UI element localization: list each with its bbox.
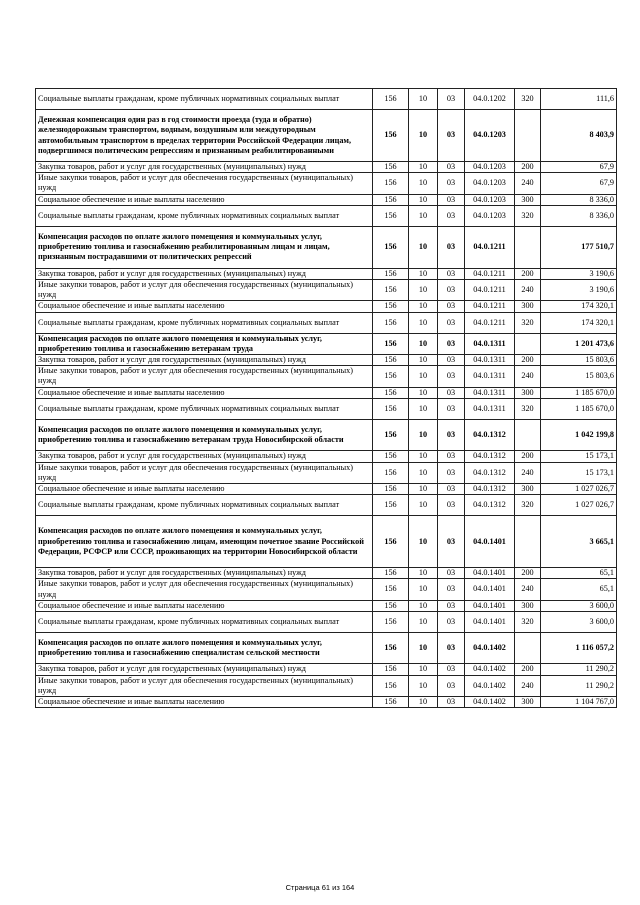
subsection-code: 03 xyxy=(438,516,465,568)
subsection-code: 03 xyxy=(438,398,465,419)
section-code: 10 xyxy=(409,366,438,387)
table-row xyxy=(36,568,617,579)
table-row xyxy=(36,162,617,173)
subsection-code: 03 xyxy=(438,611,465,632)
row-name: Денежная компенсация один раз в год стоимости проезда (туда и обратно) железнодорожным транспортом, водным, воздушным или междугородным автомобильным транспортом в пределах территории Российской Федерации лицам, подвергшимся политическим репрессиям и признанным реабилитированными xyxy=(36,110,373,162)
ved-code: 156 xyxy=(373,611,409,632)
section-code: 10 xyxy=(409,664,438,675)
row-name: Социальные выплаты гражданам, кроме публичных нормативных социальных выплат xyxy=(36,495,373,516)
section-code: 10 xyxy=(409,600,438,611)
subsection-code: 03 xyxy=(438,301,465,312)
target-article-code: 04.0.1401 xyxy=(465,579,515,600)
amount: 8 403,9 xyxy=(541,110,617,162)
amount: 3 600,0 xyxy=(541,611,617,632)
target-article-code: 04.0.1203 xyxy=(465,194,515,205)
expense-type-code: 320 xyxy=(515,611,541,632)
expense-type-code: 320 xyxy=(515,495,541,516)
row-name: Закупка товаров, работ и услуг для государственных (муниципальных) нужд xyxy=(36,162,373,173)
subsection-code: 03 xyxy=(438,495,465,516)
section-code: 10 xyxy=(409,697,438,708)
amount: 67,9 xyxy=(541,162,617,173)
section-code: 10 xyxy=(409,89,438,110)
ved-code: 156 xyxy=(373,697,409,708)
target-article-code: 04.0.1311 xyxy=(465,387,515,398)
table-row xyxy=(36,110,617,162)
table-row xyxy=(36,664,617,675)
row-name: Иные закупки товаров, работ и услуг для обеспечения государственных (муниципальных) нужд xyxy=(36,366,373,387)
section-code: 10 xyxy=(409,226,438,268)
section-code: 10 xyxy=(409,333,438,354)
target-article-code: 04.0.1202 xyxy=(465,89,515,110)
expense-type-code: 240 xyxy=(515,173,541,194)
table-row xyxy=(36,462,617,483)
amount: 11 290,2 xyxy=(541,675,617,696)
target-article-code: 04.0.1402 xyxy=(465,632,515,664)
amount: 3 190,6 xyxy=(541,280,617,301)
ved-code: 156 xyxy=(373,664,409,675)
row-name: Закупка товаров, работ и услуг для государственных (муниципальных) нужд xyxy=(36,568,373,579)
table-row xyxy=(36,516,617,568)
ved-code: 156 xyxy=(373,312,409,333)
expense-type-code xyxy=(515,632,541,664)
table-row xyxy=(36,600,617,611)
target-article-code: 04.0.1401 xyxy=(465,600,515,611)
page-footer xyxy=(0,883,640,892)
amount: 1 027 026,7 xyxy=(541,483,617,494)
row-name: Социальные выплаты гражданам, кроме публичных нормативных социальных выплат xyxy=(36,611,373,632)
amount: 67,9 xyxy=(541,173,617,194)
table-row xyxy=(36,387,617,398)
table-row xyxy=(36,419,617,451)
ved-code: 156 xyxy=(373,301,409,312)
target-article-code: 04.0.1402 xyxy=(465,697,515,708)
ved-code: 156 xyxy=(373,495,409,516)
target-article-code: 04.0.1211 xyxy=(465,226,515,268)
row-name: Компенсация расходов по оплате жилого помещения и коммунальных услуг, приобретению топлива и газоснабжению ветеранам труда Новосибирской области xyxy=(36,419,373,451)
target-article-code: 04.0.1311 xyxy=(465,355,515,366)
target-article-code: 04.0.1211 xyxy=(465,280,515,301)
expense-type-code: 200 xyxy=(515,451,541,462)
section-code: 10 xyxy=(409,495,438,516)
target-article-code: 04.0.1211 xyxy=(465,312,515,333)
row-name: Социальное обеспечение и иные выплаты населению xyxy=(36,301,373,312)
row-name: Социальные выплаты гражданам, кроме публичных нормативных социальных выплат xyxy=(36,312,373,333)
ved-code: 156 xyxy=(373,280,409,301)
table-row xyxy=(36,451,617,462)
expense-type-code: 240 xyxy=(515,280,541,301)
section-code: 10 xyxy=(409,462,438,483)
row-name: Закупка товаров, работ и услуг для государственных (муниципальных) нужд xyxy=(36,664,373,675)
page-number: Страница 61 из 164 xyxy=(285,883,355,892)
expense-type-code: 200 xyxy=(515,664,541,675)
section-code: 10 xyxy=(409,398,438,419)
expense-type-code xyxy=(515,110,541,162)
amount: 1 042 199,8 xyxy=(541,419,617,451)
ved-code: 156 xyxy=(373,162,409,173)
expense-type-code xyxy=(515,333,541,354)
amount: 174 320,1 xyxy=(541,312,617,333)
row-name: Иные закупки товаров, работ и услуг для обеспечения государственных (муниципальных) нужд xyxy=(36,579,373,600)
section-code: 10 xyxy=(409,675,438,696)
table-row xyxy=(36,280,617,301)
ved-code: 156 xyxy=(373,268,409,279)
ved-code: 156 xyxy=(373,398,409,419)
section-code: 10 xyxy=(409,301,438,312)
row-name: Компенсация расходов по оплате жилого помещения и коммунальных услуг, приобретению топлива и газоснабжению ветеранам труда xyxy=(36,333,373,354)
table-row xyxy=(36,366,617,387)
subsection-code: 03 xyxy=(438,268,465,279)
row-name: Социальное обеспечение и иные выплаты населению xyxy=(36,697,373,708)
row-name: Иные закупки товаров, работ и услуг для обеспечения государственных (муниципальных) нужд xyxy=(36,173,373,194)
target-article-code: 04.0.1401 xyxy=(465,516,515,568)
target-article-code: 04.0.1311 xyxy=(465,398,515,419)
ved-code: 156 xyxy=(373,355,409,366)
amount: 1 027 026,7 xyxy=(541,495,617,516)
subsection-code: 03 xyxy=(438,483,465,494)
section-code: 10 xyxy=(409,162,438,173)
target-article-code: 04.0.1402 xyxy=(465,664,515,675)
expense-type-code: 300 xyxy=(515,301,541,312)
target-article-code: 04.0.1312 xyxy=(465,495,515,516)
amount: 1 185 670,0 xyxy=(541,387,617,398)
ved-code: 156 xyxy=(373,483,409,494)
table-row xyxy=(36,268,617,279)
table-body xyxy=(36,89,617,708)
expense-type-code: 240 xyxy=(515,579,541,600)
amount: 3 665,1 xyxy=(541,516,617,568)
ved-code: 156 xyxy=(373,110,409,162)
table-row xyxy=(36,398,617,419)
table-row xyxy=(36,89,617,110)
subsection-code: 03 xyxy=(438,89,465,110)
expense-type-code: 300 xyxy=(515,600,541,611)
amount: 65,1 xyxy=(541,579,617,600)
subsection-code: 03 xyxy=(438,355,465,366)
target-article-code: 04.0.1211 xyxy=(465,301,515,312)
amount: 1 104 767,0 xyxy=(541,697,617,708)
document-page xyxy=(35,88,616,708)
row-name: Социальные выплаты гражданам, кроме публичных нормативных социальных выплат xyxy=(36,89,373,110)
amount: 1 201 473,6 xyxy=(541,333,617,354)
section-code: 10 xyxy=(409,568,438,579)
amount: 177 510,7 xyxy=(541,226,617,268)
expense-type-code: 200 xyxy=(515,268,541,279)
table-row xyxy=(36,632,617,664)
ved-code: 156 xyxy=(373,462,409,483)
section-code: 10 xyxy=(409,632,438,664)
amount: 65,1 xyxy=(541,568,617,579)
table-row xyxy=(36,579,617,600)
subsection-code: 03 xyxy=(438,226,465,268)
expense-type-code xyxy=(515,226,541,268)
table-row xyxy=(36,355,617,366)
ved-code: 156 xyxy=(373,89,409,110)
row-name: Иные закупки товаров, работ и услуг для обеспечения государственных (муниципальных) нужд xyxy=(36,675,373,696)
subsection-code: 03 xyxy=(438,194,465,205)
amount: 3 190,6 xyxy=(541,268,617,279)
expense-type-code: 200 xyxy=(515,162,541,173)
target-article-code: 04.0.1203 xyxy=(465,162,515,173)
expense-type-code: 300 xyxy=(515,194,541,205)
target-article-code: 04.0.1203 xyxy=(465,173,515,194)
subsection-code: 03 xyxy=(438,664,465,675)
target-article-code: 04.0.1203 xyxy=(465,205,515,226)
row-name: Закупка товаров, работ и услуг для государственных (муниципальных) нужд xyxy=(36,355,373,366)
subsection-code: 03 xyxy=(438,366,465,387)
row-name: Компенсация расходов по оплате жилого помещения и коммунальных услуг, приобретению топлива и газоснабжению реабилитированным лицам и лицам, признанным пострадавшими от политических репрессий xyxy=(36,226,373,268)
section-code: 10 xyxy=(409,483,438,494)
subsection-code: 03 xyxy=(438,419,465,451)
subsection-code: 03 xyxy=(438,162,465,173)
subsection-code: 03 xyxy=(438,110,465,162)
ved-code: 156 xyxy=(373,419,409,451)
ved-code: 156 xyxy=(373,194,409,205)
subsection-code: 03 xyxy=(438,173,465,194)
section-code: 10 xyxy=(409,611,438,632)
target-article-code: 04.0.1312 xyxy=(465,419,515,451)
target-article-code: 04.0.1311 xyxy=(465,333,515,354)
section-code: 10 xyxy=(409,355,438,366)
table-row xyxy=(36,483,617,494)
amount: 15 173,1 xyxy=(541,451,617,462)
section-code: 10 xyxy=(409,205,438,226)
subsection-code: 03 xyxy=(438,579,465,600)
amount: 15 173,1 xyxy=(541,462,617,483)
target-article-code: 04.0.1211 xyxy=(465,268,515,279)
amount: 8 336,0 xyxy=(541,194,617,205)
ved-code: 156 xyxy=(373,173,409,194)
subsection-code: 03 xyxy=(438,675,465,696)
section-code: 10 xyxy=(409,173,438,194)
ved-code: 156 xyxy=(373,366,409,387)
section-code: 10 xyxy=(409,451,438,462)
subsection-code: 03 xyxy=(438,280,465,301)
subsection-code: 03 xyxy=(438,333,465,354)
target-article-code: 04.0.1203 xyxy=(465,110,515,162)
row-name: Социальное обеспечение и иные выплаты населению xyxy=(36,600,373,611)
row-name: Социальные выплаты гражданам, кроме публичных нормативных социальных выплат xyxy=(36,205,373,226)
expense-type-code xyxy=(515,516,541,568)
expense-type-code xyxy=(515,419,541,451)
section-code: 10 xyxy=(409,268,438,279)
amount: 8 336,0 xyxy=(541,205,617,226)
target-article-code: 04.0.1311 xyxy=(465,366,515,387)
subsection-code: 03 xyxy=(438,568,465,579)
amount: 1 185 670,0 xyxy=(541,398,617,419)
row-name: Социальное обеспечение и иные выплаты населению xyxy=(36,387,373,398)
section-code: 10 xyxy=(409,280,438,301)
section-code: 10 xyxy=(409,579,438,600)
target-article-code: 04.0.1401 xyxy=(465,611,515,632)
table-row xyxy=(36,226,617,268)
target-article-code: 04.0.1312 xyxy=(465,462,515,483)
target-article-code: 04.0.1312 xyxy=(465,483,515,494)
amount: 3 600,0 xyxy=(541,600,617,611)
table-row xyxy=(36,312,617,333)
subsection-code: 03 xyxy=(438,205,465,226)
table-row xyxy=(36,173,617,194)
expense-type-code: 200 xyxy=(515,568,541,579)
ved-code: 156 xyxy=(373,333,409,354)
table-row xyxy=(36,205,617,226)
expense-type-code: 300 xyxy=(515,483,541,494)
amount: 15 803,6 xyxy=(541,355,617,366)
expense-type-code: 200 xyxy=(515,355,541,366)
expense-type-code: 240 xyxy=(515,675,541,696)
target-article-code: 04.0.1312 xyxy=(465,451,515,462)
subsection-code: 03 xyxy=(438,462,465,483)
row-name: Компенсация расходов по оплате жилого помещения и коммунальных услуг, приобретению топлива и газоснабжению специалистам сельской местности xyxy=(36,632,373,664)
row-name: Социальное обеспечение и иные выплаты населению xyxy=(36,483,373,494)
expense-type-code: 240 xyxy=(515,462,541,483)
ved-code: 156 xyxy=(373,387,409,398)
table-row xyxy=(36,697,617,708)
row-name: Иные закупки товаров, работ и услуг для обеспечения государственных (муниципальных) нужд xyxy=(36,280,373,301)
amount: 1 116 057,2 xyxy=(541,632,617,664)
ved-code: 156 xyxy=(373,600,409,611)
subsection-code: 03 xyxy=(438,451,465,462)
row-name: Иные закупки товаров, работ и услуг для обеспечения государственных (муниципальных) нужд xyxy=(36,462,373,483)
amount: 15 803,6 xyxy=(541,366,617,387)
section-code: 10 xyxy=(409,194,438,205)
section-code: 10 xyxy=(409,516,438,568)
ved-code: 156 xyxy=(373,451,409,462)
expense-type-code: 320 xyxy=(515,398,541,419)
subsection-code: 03 xyxy=(438,387,465,398)
section-code: 10 xyxy=(409,419,438,451)
budget-table xyxy=(35,88,617,708)
expense-type-code: 240 xyxy=(515,366,541,387)
expense-type-code: 300 xyxy=(515,697,541,708)
ved-code: 156 xyxy=(373,632,409,664)
ved-code: 156 xyxy=(373,516,409,568)
ved-code: 156 xyxy=(373,226,409,268)
table-row xyxy=(36,495,617,516)
target-article-code: 04.0.1402 xyxy=(465,675,515,696)
expense-type-code: 300 xyxy=(515,387,541,398)
target-article-code: 04.0.1401 xyxy=(465,568,515,579)
row-name: Закупка товаров, работ и услуг для государственных (муниципальных) нужд xyxy=(36,268,373,279)
row-name: Социальные выплаты гражданам, кроме публичных нормативных социальных выплат xyxy=(36,398,373,419)
table-row xyxy=(36,611,617,632)
subsection-code: 03 xyxy=(438,312,465,333)
section-code: 10 xyxy=(409,387,438,398)
ved-code: 156 xyxy=(373,579,409,600)
subsection-code: 03 xyxy=(438,697,465,708)
expense-type-code: 320 xyxy=(515,205,541,226)
subsection-code: 03 xyxy=(438,632,465,664)
amount: 111,6 xyxy=(541,89,617,110)
table-row xyxy=(36,333,617,354)
row-name: Закупка товаров, работ и услуг для государственных (муниципальных) нужд xyxy=(36,451,373,462)
subsection-code: 03 xyxy=(438,600,465,611)
table-row xyxy=(36,194,617,205)
row-name: Социальное обеспечение и иные выплаты населению xyxy=(36,194,373,205)
table-row xyxy=(36,675,617,696)
expense-type-code: 320 xyxy=(515,89,541,110)
amount: 174 320,1 xyxy=(541,301,617,312)
amount: 11 290,2 xyxy=(541,664,617,675)
table-row xyxy=(36,301,617,312)
ved-code: 156 xyxy=(373,205,409,226)
expense-type-code: 320 xyxy=(515,312,541,333)
ved-code: 156 xyxy=(373,675,409,696)
ved-code: 156 xyxy=(373,568,409,579)
section-code: 10 xyxy=(409,110,438,162)
section-code: 10 xyxy=(409,312,438,333)
row-name: Компенсация расходов по оплате жилого помещения и коммунальных услуг, приобретению топлива и газоснабжению лицам, имеющим почетное звание Российской Федерации, РСФСР или СССР, проживающих на территории Новосибирской области xyxy=(36,516,373,568)
